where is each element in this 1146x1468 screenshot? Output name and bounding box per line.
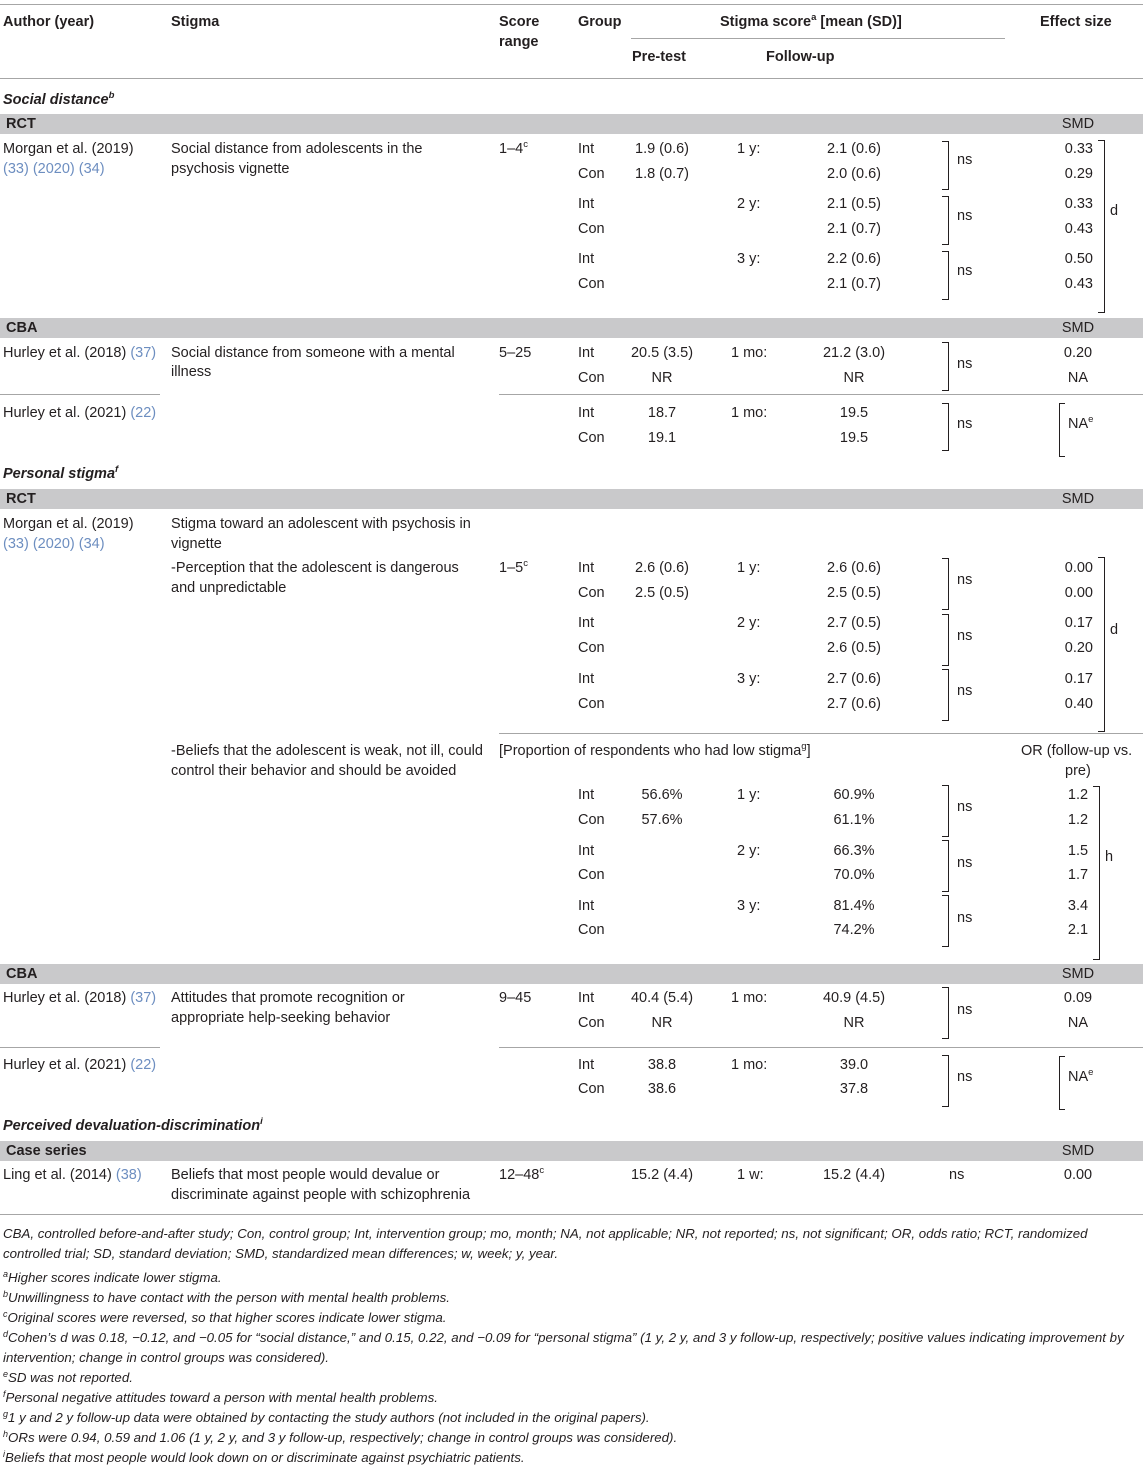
group-int: Int: [578, 898, 595, 914]
followup-value: 39.0: [839, 1057, 869, 1073]
band-cba-label: CBA: [6, 320, 38, 336]
followup-label: 3 y:: [737, 898, 761, 914]
stigma-morgan-weak-2: control their behavior and should be avoided: [171, 763, 457, 779]
followup-value: 2.1 (0.7): [827, 221, 881, 237]
ns-label: ns: [957, 356, 973, 372]
proportion-note: [Proportion of respondents who had low stigma$^g$]: [499, 741, 811, 759]
ns-bracket: [942, 403, 949, 451]
ns-label: ns: [957, 416, 973, 432]
ns-label: ns: [957, 152, 973, 168]
followup-value: 2.1 (0.7): [827, 276, 881, 292]
pre-value: 20.5 (3.5): [630, 345, 694, 361]
group-con: Con: [578, 640, 605, 656]
group-int: Int: [578, 615, 595, 631]
author-morgan-personal: Morgan et al. (2019): [3, 516, 134, 532]
followup-label: 1 mo:: [731, 1057, 768, 1073]
stigma-morgan-social: Social distance from adolescents in the: [171, 141, 423, 157]
followup-label: 1 w:: [737, 1167, 764, 1183]
effect-value: 0.00: [1063, 1167, 1093, 1183]
group-con: Con: [578, 370, 605, 386]
group-int: Int: [578, 671, 595, 687]
or-value: 1.5: [1067, 843, 1089, 859]
ns-bracket: [942, 895, 949, 947]
followup-value: 81.4%: [833, 898, 875, 914]
group-con: Con: [578, 867, 605, 883]
ns-bracket: [942, 251, 949, 300]
group-con: Con: [578, 166, 605, 182]
effect-value: 0.09: [1063, 990, 1093, 1006]
followup-label: 2 y:: [737, 615, 761, 631]
group-con: Con: [578, 1015, 605, 1031]
or-value: 2.1: [1067, 922, 1089, 938]
header-group: Group: [578, 14, 622, 30]
band-rct-personal: [0, 489, 1143, 509]
band-case-series: [0, 1141, 1143, 1161]
band-case-series-label: Case series: [6, 1143, 87, 1159]
ns-label: ns: [957, 572, 973, 588]
footnote-e: $^e$SD was not reported.: [3, 1369, 133, 1385]
ns-bracket: [942, 1055, 949, 1107]
header-subrule: [631, 38, 1005, 39]
row-rule: [499, 394, 1143, 395]
followup-value: 2.7 (0.6): [827, 671, 881, 687]
followup-value: 61.1%: [833, 812, 875, 828]
stigma-morgan-danger: -Perception that the adolescent is dangerous: [171, 560, 459, 576]
followup-label: 1 mo:: [731, 345, 768, 361]
footnote-g: $^g$1 y and 2 y follow-up data were obtained by contacting the study authors (not included in the original papers).: [3, 1409, 650, 1425]
band-smd-label: SMD: [1061, 966, 1095, 982]
followup-value: 2.1 (0.6): [827, 141, 881, 157]
effect-value: NA: [1067, 370, 1089, 386]
band-rct-social: [0, 114, 1143, 134]
effect-value: NA: [1067, 1015, 1089, 1031]
followup-label: 3 y:: [737, 671, 761, 687]
header-author-year: Author (year): [3, 14, 95, 30]
followup-value: NR: [843, 1015, 865, 1031]
effect-na: $NA^e$: [1068, 414, 1094, 432]
followup-value: 70.0%: [833, 867, 875, 883]
stigma-hurley-attitudes-2: appropriate help-seeking behavior: [171, 1010, 391, 1026]
author-hurley-2018-personal: Hurley et al. (2018) (37): [3, 990, 157, 1006]
band-smd-label: SMD: [1061, 116, 1095, 132]
followup-value: 19.5: [839, 430, 869, 446]
effect-value: 0.20: [1063, 345, 1093, 361]
pre-value: 40.4 (5.4): [630, 990, 694, 1006]
effect-value: 0.00: [1064, 585, 1093, 601]
effect-bracket-d-label: d: [1110, 622, 1119, 638]
header-bottom-rule: [0, 78, 1143, 79]
pre-value: 57.6%: [641, 812, 683, 828]
followup-value: 2.7 (0.6): [827, 696, 881, 712]
group-int: Int: [578, 196, 595, 212]
header-effect-size: Effect size: [1040, 14, 1112, 30]
group-int: Int: [578, 1057, 595, 1073]
effect-value: 0.33: [1064, 196, 1093, 212]
group-con: Con: [578, 922, 605, 938]
pre-value: 19.1: [647, 430, 677, 446]
group-int: Int: [578, 787, 595, 803]
or-value: 3.4: [1067, 898, 1089, 914]
band-cba-personal: [0, 964, 1143, 984]
followup-label: 1 mo:: [731, 990, 768, 1006]
group-int: Int: [578, 990, 595, 1006]
author-morgan-personal-refs: (33) (2020) (34): [3, 536, 105, 552]
author-ling: Ling et al. (2014) (38): [3, 1167, 142, 1183]
ns-label: ns: [949, 1167, 965, 1183]
effect-value: 0.00: [1064, 560, 1093, 576]
author-hurley-2021: Hurley et al. (2021) (22): [3, 405, 157, 421]
followup-value: 2.5 (0.5): [827, 585, 881, 601]
band-rct-label: RCT: [6, 116, 36, 132]
ns-label: ns: [957, 683, 973, 699]
effect-value: 0.17: [1064, 671, 1093, 687]
effect-value: 0.29: [1064, 166, 1093, 182]
range-ling: 12–48$^c$: [499, 1165, 545, 1183]
followup-value: 21.2 (3.0): [822, 345, 886, 361]
group-con: Con: [578, 812, 605, 828]
band-cba-label: CBA: [6, 966, 38, 982]
footnote-a: $^a$Higher scores indicate lower stigma.: [3, 1269, 222, 1285]
ns-bracket: [942, 196, 949, 245]
na-bracket: [1059, 403, 1065, 457]
ns-label: ns: [957, 208, 973, 224]
followup-value: NR: [843, 370, 865, 386]
followup-value: 15.2 (4.4): [822, 1167, 886, 1183]
ns-label: ns: [957, 855, 973, 871]
ns-label: ns: [957, 628, 973, 644]
ns-label: ns: [957, 1002, 973, 1018]
ns-bracket: [942, 840, 949, 892]
group-con: Con: [578, 276, 605, 292]
stigma-hurley-social: Social distance from someone with a mental: [171, 345, 455, 361]
author-morgan: Morgan et al. (2019): [3, 141, 134, 157]
ns-bracket: [942, 987, 949, 1039]
group-con: Con: [578, 221, 605, 237]
pre-value: 1.9 (0.6): [635, 141, 689, 157]
section-title-perceived: Perceived devaluation-discrimination$^i$: [3, 1116, 263, 1134]
stigma-ling: Beliefs that most people would devalue or: [171, 1167, 440, 1183]
followup-label: 2 y:: [737, 843, 761, 859]
row-rule: [499, 1047, 1143, 1048]
effect-value: 0.20: [1064, 640, 1093, 656]
or-bracket-h: [1093, 786, 1100, 960]
effect-bracket-d-label: d: [1110, 203, 1119, 219]
footnote-h: $^h$ORs were 0.94, 0.59 and 1.06 (1 y, 2 y, and 3 y follow-up, respectively; change in control groups was considered).: [3, 1429, 678, 1445]
followup-value: 60.9%: [833, 787, 875, 803]
ns-label: ns: [957, 910, 973, 926]
band-smd-label: SMD: [1061, 320, 1095, 336]
followup-value: 74.2%: [833, 922, 875, 938]
header-follow-up: Follow-up: [766, 49, 835, 65]
range-hurley-social: 5–25: [499, 345, 532, 361]
followup-label: 1 mo:: [731, 405, 768, 421]
followup-value: 2.2 (0.6): [827, 251, 881, 267]
row-rule: [499, 733, 1143, 734]
footnote-d: $^d$Cohen’s d was 0.18, −0.12, and −0.05 for “social distance,” and 0.15, 0.22, and −0.09 for “personal stigma” (1 y, 2 y, and 3 y follow-up, respectively; positive values indicating improvement by intervention; change in control groups was considered).: [3, 1329, 1124, 1365]
pre-value: 38.6: [647, 1081, 677, 1097]
effect-na: $NA^e$: [1068, 1067, 1094, 1085]
group-int: Int: [578, 141, 595, 157]
header-pre-test: Pre-test: [632, 49, 686, 65]
band-smd-label: SMD: [1061, 491, 1095, 507]
followup-value: 66.3%: [833, 843, 875, 859]
effect-value: 0.43: [1064, 221, 1093, 237]
followup-value: 2.6 (0.6): [827, 560, 881, 576]
or-header: OR (follow-up vs.: [1021, 743, 1133, 759]
author-hurley-2021-personal: Hurley et al. (2021) (22): [3, 1057, 157, 1073]
group-con: Con: [578, 696, 605, 712]
pre-value: 56.6%: [641, 787, 683, 803]
effect-bracket-d: [1098, 557, 1105, 732]
band-rct-label: RCT: [6, 491, 36, 507]
stigma-morgan-personal-2: vignette: [171, 536, 222, 552]
footnote-b: $^b$Unwillingness to have contact with the person with mental health problems.: [3, 1289, 451, 1305]
effect-value: 0.50: [1064, 251, 1093, 267]
pre-value: 2.5 (0.5): [635, 585, 689, 601]
section-title-social-distance: Social distance$^b$: [3, 90, 115, 108]
row-rule: [0, 394, 160, 395]
author-hurley-2018: Hurley et al. (2018) (37): [3, 345, 157, 361]
pre-value: NR: [651, 370, 673, 386]
followup-value: 2.7 (0.5): [827, 615, 881, 631]
band-cba-social: [0, 318, 1143, 338]
followup-value: 19.5: [839, 405, 869, 421]
footnote-f: $^f$Personal negative attitudes toward a person with mental health problems.: [3, 1389, 438, 1405]
band-smd-label: SMD: [1061, 1143, 1095, 1159]
ns-bracket: [942, 669, 949, 721]
group-int: Int: [578, 560, 595, 576]
ns-label: ns: [957, 799, 973, 815]
followup-value: 2.1 (0.5): [827, 196, 881, 212]
effect-value: 0.40: [1064, 696, 1093, 712]
header-stigma: Stigma: [171, 14, 220, 30]
followup-label: 3 y:: [737, 251, 761, 267]
author-morgan-refs: (33) (2020) (34): [3, 161, 105, 177]
stigma-morgan-weak: -Beliefs that the adolescent is weak, not ill, could: [171, 743, 483, 759]
effect-value: 0.33: [1064, 141, 1093, 157]
group-con: Con: [578, 1081, 605, 1097]
effect-value: 0.17: [1064, 615, 1093, 631]
followup-value: 2.0 (0.6): [827, 166, 881, 182]
stigma-hurley-social-2: illness: [171, 364, 212, 380]
header-score-range-2: range: [499, 34, 539, 50]
range-morgan-danger: 1–5$^c$: [499, 558, 528, 576]
footnote-abbreviations: CBA, controlled before-and-after study; Con, control group; Int, intervention group; mo, month; NA, not applicable; NR, not reported; ns, not significant; OR, odds ratio; RCT, randomized controlled trial; SD, standard deviation; SMD, standardized mean differences; w, week; y, year.: [3, 1226, 1088, 1261]
group-con: Con: [578, 430, 605, 446]
range-morgan-social: 1–4$^c$: [499, 139, 528, 157]
footnote-c: $^c$Original scores were reversed, so that higher scores indicate lower stigma.: [3, 1309, 447, 1325]
followup-label: 1 y:: [737, 787, 761, 803]
pre-value: 18.7: [647, 405, 677, 421]
ns-label: ns: [957, 1069, 973, 1085]
pre-value: 15.2 (4.4): [630, 1167, 694, 1183]
stigma-hurley-attitudes: Attitudes that promote recognition or: [171, 990, 405, 1006]
effect-value: 0.43: [1064, 276, 1093, 292]
footnote-i: $^i$Beliefs that most people would look down on or discriminate against psychiatric patients.: [3, 1449, 525, 1465]
ns-bracket: [942, 614, 949, 666]
or-bracket-h-label: h: [1105, 849, 1114, 865]
stigma-morgan-social-2: psychosis vignette: [171, 161, 290, 177]
group-int: Int: [578, 251, 595, 267]
group-int: Int: [578, 345, 595, 361]
followup-value: 2.6 (0.5): [827, 640, 881, 656]
followup-value: 37.8: [839, 1081, 869, 1097]
or-value: 1.2: [1067, 787, 1089, 803]
effect-bracket-d: [1098, 140, 1105, 313]
ns-bracket: [942, 558, 949, 610]
ns-bracket: [942, 141, 949, 190]
ns-label: ns: [957, 263, 973, 279]
stigma-morgan-personal: Stigma toward an adolescent with psychosis in: [171, 516, 471, 532]
stigma-morgan-danger-2: and unpredictable: [171, 580, 287, 596]
table-top-rule: [0, 4, 1143, 5]
followup-label: 1 y:: [737, 560, 761, 576]
range-hurley-attitudes: 9–45: [499, 990, 532, 1006]
header-score-range-1: Score: [499, 14, 540, 30]
stigma-ling-2: discriminate against people with schizophrenia: [171, 1187, 471, 1203]
or-value: 1.7: [1067, 867, 1089, 883]
header-stigma-score: Stigma score$^a$ [mean (SD)]: [720, 12, 902, 30]
ns-bracket: [942, 342, 949, 391]
followup-value: 40.9 (4.5): [822, 990, 886, 1006]
followup-label: 2 y:: [737, 196, 761, 212]
or-header-2: pre): [1065, 763, 1091, 779]
pre-value: 1.8 (0.7): [635, 166, 689, 182]
pre-value: 38.8: [647, 1057, 677, 1073]
na-bracket: [1059, 1056, 1065, 1110]
or-value: 1.2: [1067, 812, 1089, 828]
ns-bracket: [942, 785, 949, 837]
pre-value: 2.6 (0.6): [635, 560, 689, 576]
group-con: Con: [578, 585, 605, 601]
table-bottom-rule: [0, 1214, 1143, 1215]
group-int: Int: [578, 843, 595, 859]
row-rule: [0, 1047, 160, 1048]
pre-value: NR: [651, 1015, 673, 1031]
section-title-personal-stigma: Personal stigma$^f$: [3, 464, 119, 482]
followup-label: 1 y:: [737, 141, 761, 157]
group-int: Int: [578, 405, 595, 421]
